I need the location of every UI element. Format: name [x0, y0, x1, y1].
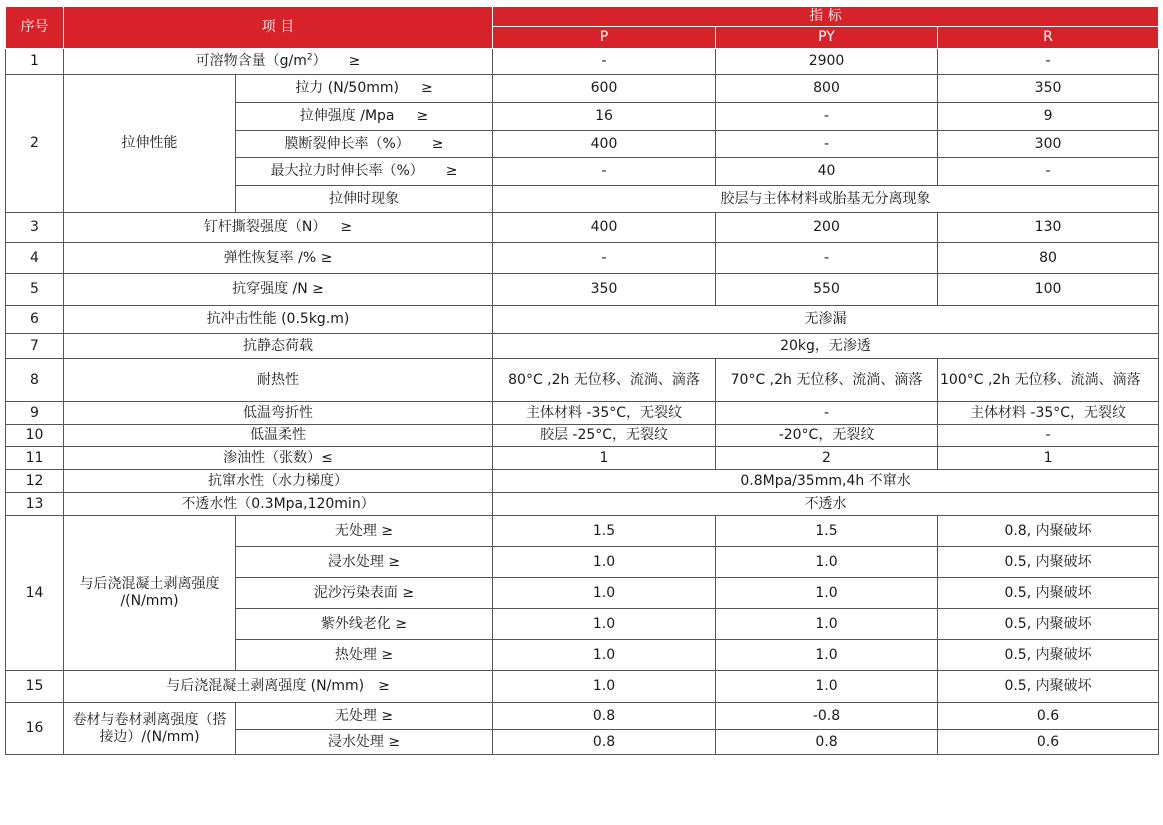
row-item-name: 不透水性（0.3Mpa,120min） — [64, 493, 493, 516]
value-py: - — [716, 243, 938, 274]
table-row — [6, 213, 1159, 243]
row-number: 10 — [6, 425, 64, 447]
ge-symbol: ≥ — [420, 80, 433, 96]
value-py: 2 — [716, 447, 938, 470]
ge-symbol: ≥ — [348, 53, 361, 69]
value-p: 400 — [493, 131, 716, 158]
value-py: 200 — [716, 213, 938, 243]
sub-item-name: 最大拉力时伸长率（%） ≥ — [236, 158, 493, 186]
table-row — [6, 274, 1159, 306]
sub-item-name: 膜断裂伸长率（%） ≥ — [236, 131, 493, 158]
table-row — [6, 359, 1159, 402]
row-number: 6 — [6, 306, 64, 334]
row-number: 14 — [6, 516, 64, 671]
row-number: 11 — [6, 447, 64, 470]
value-r: - — [938, 158, 1159, 186]
row-item-name: 与后浇混凝土剥离强度 (N/mm) ≥ — [64, 671, 493, 703]
row-number: 1 — [6, 49, 64, 75]
value-py: 2900 — [716, 49, 938, 75]
value-p: 16 — [493, 103, 716, 131]
value-p: 1.5 — [493, 516, 716, 547]
value-py: 1.0 — [716, 671, 938, 703]
value-all: 不透水 — [493, 493, 1159, 516]
value-p: 350 — [493, 274, 716, 306]
header-col-r: R — [938, 27, 1159, 49]
header-index: 指 标 — [493, 7, 1159, 27]
item-name-post: ） — [312, 53, 327, 69]
row-item-name: 钉杆撕裂强度（N） ≥ — [64, 213, 493, 243]
row-number: 4 — [6, 243, 64, 274]
value-r: 100 — [938, 274, 1159, 306]
row-number: 2 — [6, 75, 64, 213]
value-p: 1.0 — [493, 578, 716, 609]
table-row — [6, 49, 1159, 75]
header-seq: 序号 — [6, 7, 64, 49]
row-item-name: 耐热性 — [64, 359, 493, 402]
table-row — [6, 243, 1159, 274]
header-item: 项 目 — [64, 7, 493, 49]
row-item-name — [64, 49, 493, 75]
item-name-pre: 可溶物含量（g/m — [195, 53, 307, 69]
group-name: 卷材与卷材剥离强度（搭接边）/(N/mm) — [64, 703, 236, 755]
value-p: 1 — [493, 447, 716, 470]
row-item-name: 渗油性（张数）≤ — [64, 447, 493, 470]
value-r: 主体材料 -35°C，无裂纹 — [938, 402, 1159, 425]
value-py: 0.8 — [716, 730, 938, 755]
value-r: - — [938, 49, 1159, 75]
value-py: 1.0 — [716, 547, 938, 578]
value-p: 胶层 -25°C，无裂纹 — [493, 425, 716, 447]
sub-item-name: 泥沙污染表面 ≥ — [236, 578, 493, 609]
value-r: 0.5, 内聚破坏 — [938, 640, 1159, 671]
value-py: - — [716, 131, 938, 158]
value-py: -20°C，无裂纹 — [716, 425, 938, 447]
value-py: 1.0 — [716, 609, 938, 640]
value-r: 350 — [938, 75, 1159, 103]
value-p: 0.8 — [493, 730, 716, 755]
value-p: 400 — [493, 213, 716, 243]
table-row — [6, 75, 1159, 103]
value-r: 0.5, 内聚破坏 — [938, 609, 1159, 640]
value-p: - — [493, 243, 716, 274]
value-all: 无渗漏 — [493, 306, 1159, 334]
sub-item-name: 拉伸强度 /Mpa ≥ — [236, 103, 493, 131]
value-py: - — [716, 402, 938, 425]
value-all: 20kg，无渗透 — [493, 334, 1159, 359]
group-name: 与后浇混凝土剥离强度 /(N/mm) — [64, 516, 236, 671]
row-number: 5 — [6, 274, 64, 306]
value-r: 9 — [938, 103, 1159, 131]
table-row — [6, 306, 1159, 334]
table-row — [6, 334, 1159, 359]
value-r: 0.8, 内聚破坏 — [938, 516, 1159, 547]
header-col-p: P — [493, 27, 716, 49]
row-number: 9 — [6, 402, 64, 425]
ge-symbol: ≥ — [340, 219, 353, 235]
value-p: 1.0 — [493, 609, 716, 640]
table-row — [6, 402, 1159, 425]
ge-symbol: ≥ — [431, 135, 444, 152]
value-r: 0.6 — [938, 730, 1159, 755]
value-py: 40 — [716, 158, 938, 186]
header-col-py: PY — [716, 27, 938, 49]
sub-item-name: 浸水处理 ≥ — [236, 730, 493, 755]
sub-item-name: 拉伸时现象 — [236, 186, 493, 213]
value-p: 1.0 — [493, 547, 716, 578]
row-number: 8 — [6, 359, 64, 402]
table-row — [6, 671, 1159, 703]
sub-item-name: 浸水处理 ≥ — [236, 547, 493, 578]
sub-item-name: 无处理 ≥ — [236, 703, 493, 730]
row-item-name: 抗窜水性（水力梯度） — [64, 470, 493, 493]
spec-table — [5, 6, 1159, 755]
ge-symbol: ≥ — [416, 108, 429, 124]
row-number: 7 — [6, 334, 64, 359]
row-number: 12 — [6, 470, 64, 493]
value-p: 1.0 — [493, 671, 716, 703]
value-py: -0.8 — [716, 703, 938, 730]
value-p: 80°C ,2h 无位移、流淌、滴落 — [493, 359, 716, 402]
table-row — [6, 493, 1159, 516]
value-r: 80 — [938, 243, 1159, 274]
value-py: 1.0 — [716, 578, 938, 609]
sub-item-name: 无处理 ≥ — [236, 516, 493, 547]
value-all: 胶层与主体材料或胎基无分离现象 — [493, 186, 1159, 213]
value-py: 1.5 — [716, 516, 938, 547]
table-row — [6, 470, 1159, 493]
row-number: 16 — [6, 703, 64, 755]
row-item-name: 低温弯折性 — [64, 402, 493, 425]
row-number: 3 — [6, 213, 64, 243]
value-p: - — [493, 158, 716, 186]
row-number: 15 — [6, 671, 64, 703]
ge-symbol: ≥ — [378, 678, 390, 694]
value-r: 130 — [938, 213, 1159, 243]
value-r: 0.5, 内聚破坏 — [938, 578, 1159, 609]
row-item-name: 抗静态荷载 — [64, 334, 493, 359]
value-py: 1.0 — [716, 640, 938, 671]
value-r: 0.5, 内聚破坏 — [938, 547, 1159, 578]
header-row — [6, 7, 1159, 27]
ge-symbol: ≥ — [445, 163, 458, 179]
value-py: 550 — [716, 274, 938, 306]
table-body — [6, 49, 1159, 755]
sub-item-name: 拉力 (N/50mm) ≥ — [236, 75, 493, 103]
table-row — [6, 516, 1159, 547]
value-py: - — [716, 103, 938, 131]
item-name-sup: 2 — [306, 52, 313, 63]
value-p: 主体材料 -35°C，无裂纹 — [493, 402, 716, 425]
value-py: 70°C ,2h 无位移、流淌、滴落 — [716, 359, 938, 402]
row-item-name: 抗冲击性能 (0.5kg.m) — [64, 306, 493, 334]
sub-item-name: 紫外线老化 ≥ — [236, 609, 493, 640]
row-number: 13 — [6, 493, 64, 516]
value-all: 0.8Mpa/35mm,4h 不窜水 — [493, 470, 1159, 493]
value-p: - — [493, 49, 716, 75]
table-header — [6, 7, 1159, 49]
sub-item-name: 热处理 ≥ — [236, 640, 493, 671]
row-item-name: 抗穿强度 /N ≥ — [64, 274, 493, 306]
value-r: 1 — [938, 447, 1159, 470]
row-item-name: 低温柔性 — [64, 425, 493, 447]
value-py: 800 — [716, 75, 938, 103]
value-p: 1.0 — [493, 640, 716, 671]
value-r: 300 — [938, 131, 1159, 158]
value-r: - — [938, 425, 1159, 447]
table-row — [6, 703, 1159, 730]
group-name: 拉伸性能 — [64, 75, 236, 213]
value-p: 0.8 — [493, 703, 716, 730]
value-p: 600 — [493, 75, 716, 103]
value-r: 0.6 — [938, 703, 1159, 730]
table-row — [6, 425, 1159, 447]
value-r: 0.5, 内聚破坏 — [938, 671, 1159, 703]
value-r: 100°C ,2h 无位移、流淌、滴落 — [938, 359, 1159, 402]
row-item-name: 弹性恢复率 /% ≥ — [64, 243, 493, 274]
table-row — [6, 447, 1159, 470]
